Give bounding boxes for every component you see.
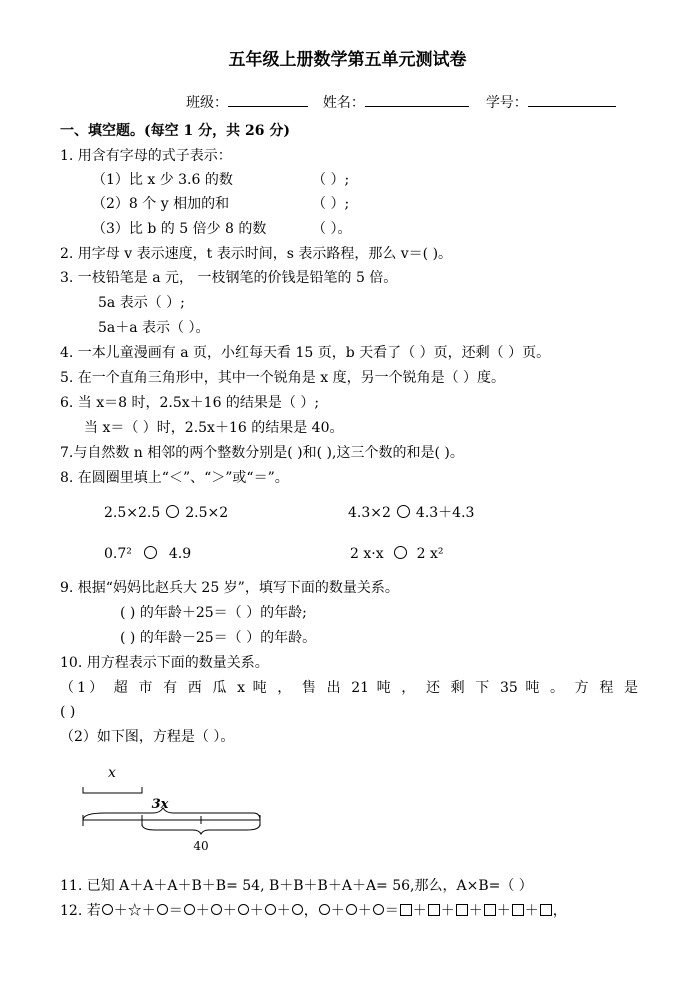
square-symbol (484, 904, 496, 916)
compare-circle[interactable] (144, 546, 157, 559)
diagram-label-x: x (108, 765, 116, 781)
question-9b: ( ) 的年龄－25＝（ ）的年龄。 (120, 630, 317, 646)
circle-symbol (346, 904, 357, 915)
compare-left-operand: 2 x·x (350, 546, 384, 562)
question-6b: 当 x＝（ ）时，2.5x＋16 的结果是 40。 (84, 420, 344, 436)
circle-symbol (373, 904, 384, 915)
operator: ＋ (330, 903, 345, 919)
id-label: 学号： (485, 95, 528, 111)
question-4: 4. 一本儿童漫画有 a 页，小红每天看 15 页，b 天看了（ ）页，还剩（ ）页。 (60, 345, 551, 361)
question-8-row2-left (104, 544, 191, 564)
compare-right-operand: 2.5×2 (185, 505, 229, 521)
circle-symbol (102, 904, 113, 915)
question-1b-answer[interactable]: （ ）; (312, 196, 350, 212)
question-3a: 5a 表示（ ）; (98, 295, 185, 311)
square-symbol (456, 904, 468, 916)
id-field[interactable] (528, 92, 616, 107)
question-3-stem: 3. 一枝铅笔是 a 元， 一枝钢笔的价钱是铅笔的 5 倍。 (60, 270, 398, 286)
question-8-row1-right (348, 503, 474, 523)
compare-left-operand: 4.3×2 (348, 505, 391, 521)
question-10-stem: 10. 用方程表示下面的数量关系。 (60, 655, 269, 671)
square-symbol (428, 904, 440, 916)
operator: ＝ (168, 903, 183, 919)
question-11: 11. 已知 A＋A＋A＋B＋B= 54, B＋B＋B＋A＋A= 56,那么，A×B=（ ） (60, 878, 533, 894)
question-1c-answer[interactable]: （ ）。 (312, 221, 352, 237)
question-9-stem: 9. 根据“妈妈比赵兵大 25 岁”，填写下面的数量关系。 (60, 580, 399, 596)
question-10a-answer[interactable]: ( ) (60, 704, 76, 720)
question-12-prefix: 12. 若 (60, 903, 101, 919)
operator: ＋ (276, 903, 291, 919)
square-symbol (540, 904, 552, 916)
question-10b: （2）如下图，方程是（ ）。 (60, 729, 235, 745)
operator: ＋☆＋ (113, 903, 156, 919)
compare-right-operand: 4.3＋4.3 (415, 505, 475, 521)
operator: ＋ (249, 903, 264, 919)
diagram-brace-40 (142, 824, 260, 834)
compare-right-operand: 4.9 (168, 546, 192, 562)
question-1a: （1）比 x 少 3.6 的数 (92, 172, 233, 188)
question-1c: （3）比 b 的 5 倍少 8 的数 (92, 221, 267, 237)
question-12-tail: ， (552, 903, 567, 919)
question-2: 2. 用字母 v 表示速度，t 表示时间，s 表示路程，那么 v＝( )。 (60, 246, 453, 262)
compare-left-operand: 0.7² (104, 546, 132, 562)
question-1a-answer[interactable]: （ ）; (312, 172, 350, 188)
circle-symbol (211, 904, 222, 915)
diagram-label-3x: 3x (151, 797, 169, 812)
compare-left-operand: 2.5×2.5 (104, 505, 161, 521)
question-9a: ( ) 的年龄＋25＝（ ）的年龄; (120, 605, 307, 621)
circle-symbol (157, 904, 168, 915)
question-1b: （2）8 个 y 相加的和 (92, 196, 230, 212)
diagram-label-40: 40 (193, 839, 209, 853)
circle-symbol (184, 904, 195, 915)
class-label: 班级： (186, 95, 228, 111)
question-1-stem: 1. 用含有字母的式子表示： (60, 148, 232, 164)
name-field[interactable] (365, 92, 469, 107)
page-title: 五年级上册数学第五单元测试卷 (228, 50, 467, 70)
question-12: 12. 若 ＋☆＋ ＝ ＋ ＋ ＋ ＋ ， ＋ ＋ ＝ ＋ ＋ ＋ ＋ ＋ ， (60, 903, 567, 919)
class-field[interactable] (228, 92, 308, 107)
square-symbol (400, 904, 412, 916)
operator: ＋ (222, 903, 237, 919)
diagram-bracket-x (83, 787, 142, 793)
question-8-row1-left (104, 503, 228, 523)
question-5: 5. 在一个直角三角形中，其中一个锐角是 x 度，另一个锐角是（ ）度。 (60, 370, 506, 386)
circle-symbol (238, 904, 249, 915)
square-symbol (512, 904, 524, 916)
circle-symbol (319, 904, 330, 915)
question-6a: 6. 当 x＝8 时，2.5x＋16 的结果是（ ）; (60, 395, 320, 411)
circle-symbol (265, 904, 276, 915)
circle-symbol (292, 904, 303, 915)
compare-circle[interactable] (397, 505, 410, 518)
question-10a: （1） 超 市 有 西 瓜 x 吨 ， 售 出 21 吨 ， 还 剩 下 35 吨 。 方 程 是 (60, 680, 638, 696)
diagram-brace-3x (83, 808, 260, 820)
operator: ＋ (195, 903, 210, 919)
section-heading: 一、填空题。(每空 1 分，共 26 分) (60, 123, 290, 139)
compare-circle[interactable] (394, 546, 407, 559)
question-8-stem: 8. 在圆圈里填上“＜”、“＞”或“＝”。 (60, 470, 289, 486)
question-8-row2-right (350, 544, 443, 564)
segment-diagram (75, 760, 275, 860)
question-7: 7.与自然数 n 相邻的两个整数分别是( )和( ),这三个数的和是( )。 (60, 445, 464, 461)
compare-circle[interactable] (166, 505, 179, 518)
student-info-row (186, 92, 616, 113)
question-3b: 5a＋a 表示（ ）。 (98, 320, 210, 336)
operator: ＋ (357, 903, 372, 919)
operator: ＝ (384, 903, 399, 919)
operator: ， (303, 903, 318, 919)
compare-right-operand: 2 x² (416, 546, 444, 562)
name-label: 姓名： (322, 95, 365, 111)
